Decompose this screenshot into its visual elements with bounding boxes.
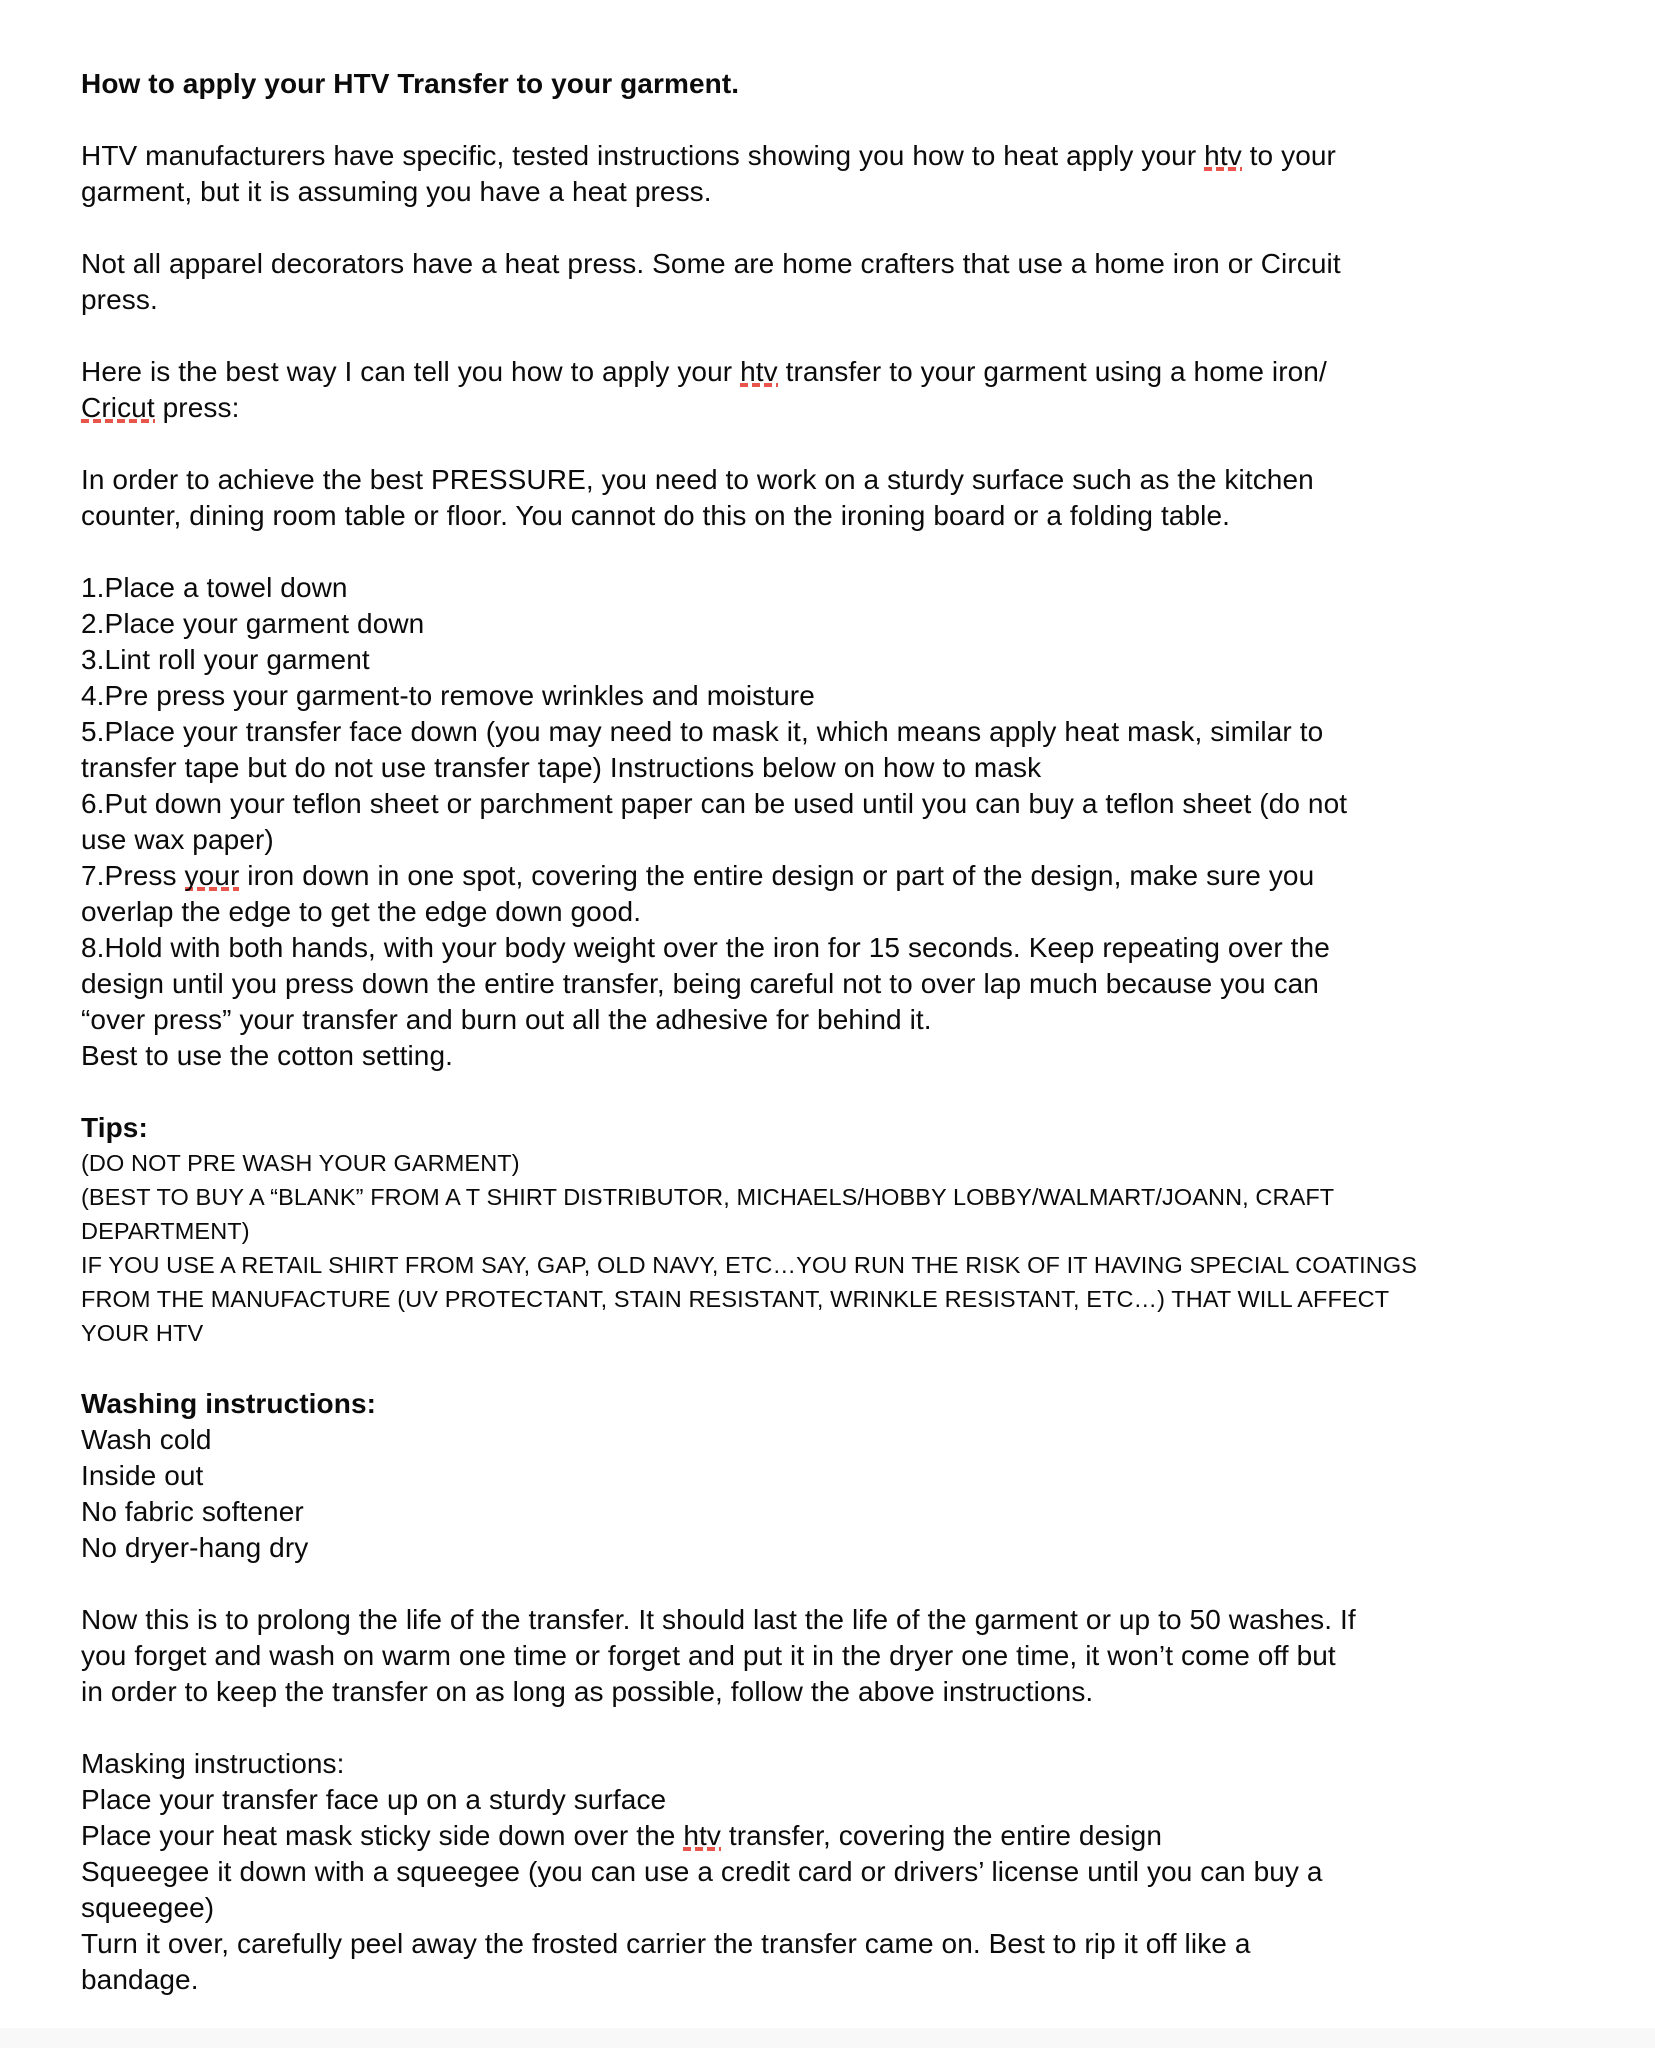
text-segment: transfer, covering the entire design [720, 1820, 1163, 1851]
text-segment: In order to achieve the best PRESSURE, you need to work on a sturdy surface such as the kitchen [81, 464, 1314, 495]
text-line [81, 606, 1591, 642]
text-segment: No fabric softener [81, 1496, 304, 1527]
text-line [81, 786, 1591, 822]
text-segment: garment, but it is assuming you have a heat press. [81, 176, 712, 207]
paragraph-prolong [81, 1602, 1591, 1710]
text-segment: 3.Lint roll your garment [81, 644, 370, 675]
text-segment: squeegee) [81, 1892, 215, 1923]
text-line [81, 1386, 1591, 1422]
text-segment: Masking instructions: [81, 1748, 345, 1779]
text-line [81, 1962, 1591, 1998]
text-line [81, 1494, 1591, 1530]
text-line [81, 354, 1591, 390]
text-line [81, 282, 1591, 318]
text-segment: transfer to your garment using a home iron/ [777, 356, 1327, 387]
text-line [81, 1422, 1591, 1458]
text-segment: Here is the best way I can tell you how to apply your [81, 356, 741, 387]
text-segment: 5.Place your transfer face down (you may need to mask it, which means apply heat mask, similar to [81, 716, 1324, 747]
misspelled-word: your [184, 860, 240, 891]
text-segment: FROM THE MANUFACTURE (UV PROTECTANT, STAIN RESISTANT, WRINKLE RESISTANT, ETC…) THAT WILL AFFECT [81, 1286, 1390, 1312]
text-segment: to your [1241, 140, 1336, 171]
text-line [81, 1854, 1591, 1890]
text-line [81, 1458, 1591, 1494]
masking-section [81, 1746, 1591, 1998]
text-segment: 6.Put down your teflon sheet or parchment paper can be used until you can buy a teflon sheet (do not [81, 788, 1348, 819]
text-line [81, 1926, 1591, 1962]
text-line [81, 1638, 1591, 1674]
text-line [81, 1674, 1591, 1710]
text-segment: Best to use the cotton setting. [81, 1040, 453, 1071]
misspelled-word: htv [683, 1820, 721, 1851]
text-line [81, 1110, 1591, 1146]
text-segment: DEPARTMENT) [81, 1218, 250, 1244]
numbered-steps [81, 570, 1591, 1074]
paragraph-best-way [81, 354, 1591, 426]
tips-heading [81, 1110, 1591, 1146]
document-body [81, 66, 1591, 1998]
text-line [81, 1282, 1591, 1316]
text-line [81, 498, 1591, 534]
text-segment: press: [154, 392, 240, 423]
bottom-window-edge [0, 2028, 1655, 2048]
text-segment: Washing instructions: [81, 1388, 377, 1419]
text-segment: HTV manufacturers have specific, tested instructions showing you how to heat apply your [81, 140, 1205, 171]
text-line [81, 1316, 1591, 1350]
text-segment: you forget and wash on warm one time or forget and put it in the dryer one time, it won’t come off but [81, 1640, 1336, 1671]
text-line [81, 1248, 1591, 1282]
text-segment: in order to keep the transfer on as long as possible, follow the above instructions. [81, 1676, 1094, 1707]
text-line [81, 714, 1591, 750]
text-segment: (DO NOT PRE WASH YOUR GARMENT) [81, 1150, 520, 1176]
text-line [81, 822, 1591, 858]
text-segment: Turn it over, carefully peel away the frosted carrier the transfer came on. Best to rip it off like a [81, 1928, 1251, 1959]
washing-heading [81, 1386, 1591, 1422]
text-segment: press. [81, 284, 158, 315]
text-line [81, 246, 1591, 282]
text-line [81, 138, 1591, 174]
text-segment: 7.Press [81, 860, 185, 891]
paragraph-intro [81, 138, 1591, 210]
text-line [81, 1214, 1591, 1248]
text-line [81, 1818, 1591, 1854]
text-segment: transfer tape but do not use transfer tape) Instructions below on how to mask [81, 752, 1042, 783]
text-line [81, 966, 1591, 1002]
text-line [81, 750, 1591, 786]
text-segment: “over press” your transfer and burn out all the adhesive for behind it. [81, 1004, 932, 1035]
text-segment: IF YOU USE A RETAIL SHIRT FROM SAY, GAP, OLD NAVY, ETC…YOU RUN THE RISK OF IT HAVING SPECIAL COATINGS [81, 1252, 1417, 1278]
text-segment: overlap the edge to get the edge down good. [81, 896, 642, 927]
text-segment: Place your transfer face up on a sturdy surface [81, 1784, 667, 1815]
tips-list [81, 1146, 1591, 1350]
misspelled-word: htv [1204, 140, 1242, 171]
text-segment: Inside out [81, 1460, 204, 1491]
text-line [81, 462, 1591, 498]
text-line [81, 858, 1591, 894]
text-line [81, 642, 1591, 678]
text-line [81, 1890, 1591, 1926]
text-segment: 2.Place your garment down [81, 608, 425, 639]
text-line [81, 1602, 1591, 1638]
text-segment: counter, dining room table or floor. You cannot do this on the ironing board or a folding table. [81, 500, 1231, 531]
text-line [81, 894, 1591, 930]
text-segment: Not all apparel decorators have a heat press. Some are home crafters that use a home iron or Circuit [81, 248, 1341, 279]
paragraph-pressure [81, 462, 1591, 534]
text-line [81, 174, 1591, 210]
text-line [81, 1746, 1591, 1782]
text-segment: bandage. [81, 1964, 199, 1995]
paragraph-decorators [81, 246, 1591, 318]
text-line [81, 1038, 1591, 1074]
text-segment: Place your heat mask sticky side down over the [81, 1820, 684, 1851]
text-segment: design until you press down the entire transfer, being careful not to over lap much because you can [81, 968, 1319, 999]
misspelled-word: htv [740, 356, 778, 387]
washing-list [81, 1422, 1591, 1566]
text-segment: Tips: [81, 1112, 148, 1143]
text-line [81, 1146, 1591, 1180]
text-segment: YOUR HTV [81, 1320, 204, 1346]
text-segment: No dryer-hang dry [81, 1532, 309, 1563]
text-line [81, 66, 1591, 102]
text-line [81, 678, 1591, 714]
text-segment: How to apply your HTV Transfer to your garment. [81, 68, 740, 99]
text-segment: Squeegee it down with a squeegee (you can use a credit card or drivers’ license until you can buy a [81, 1856, 1323, 1887]
text-segment: 1.Place a towel down [81, 572, 348, 603]
text-segment: 8.Hold with both hands, with your body weight over the iron for 15 seconds. Keep repeating over the [81, 932, 1330, 963]
text-segment: Wash cold [81, 1424, 212, 1455]
text-line [81, 1180, 1591, 1214]
text-segment: (BEST TO BUY A “BLANK” FROM A T SHIRT DISTRIBUTOR, MICHAELS/HOBBY LOBBY/WALMART/JOANN, CRAFT [81, 1184, 1335, 1210]
text-line [81, 930, 1591, 966]
document-title [81, 66, 1591, 102]
text-line [81, 1782, 1591, 1818]
text-segment: Now this is to prolong the life of the transfer. It should last the life of the garment or up to 50 washes. If [81, 1604, 1356, 1635]
text-line [81, 1002, 1591, 1038]
misspelled-word: Cricut [81, 392, 155, 423]
text-segment: 4.Pre press your garment-to remove wrinkles and moisture [81, 680, 815, 711]
text-line [81, 570, 1591, 606]
text-segment: use wax paper) [81, 824, 274, 855]
text-segment: iron down in one spot, covering the entire design or part of the design, make sure you [239, 860, 1315, 891]
text-line [81, 390, 1591, 426]
text-line [81, 1530, 1591, 1566]
